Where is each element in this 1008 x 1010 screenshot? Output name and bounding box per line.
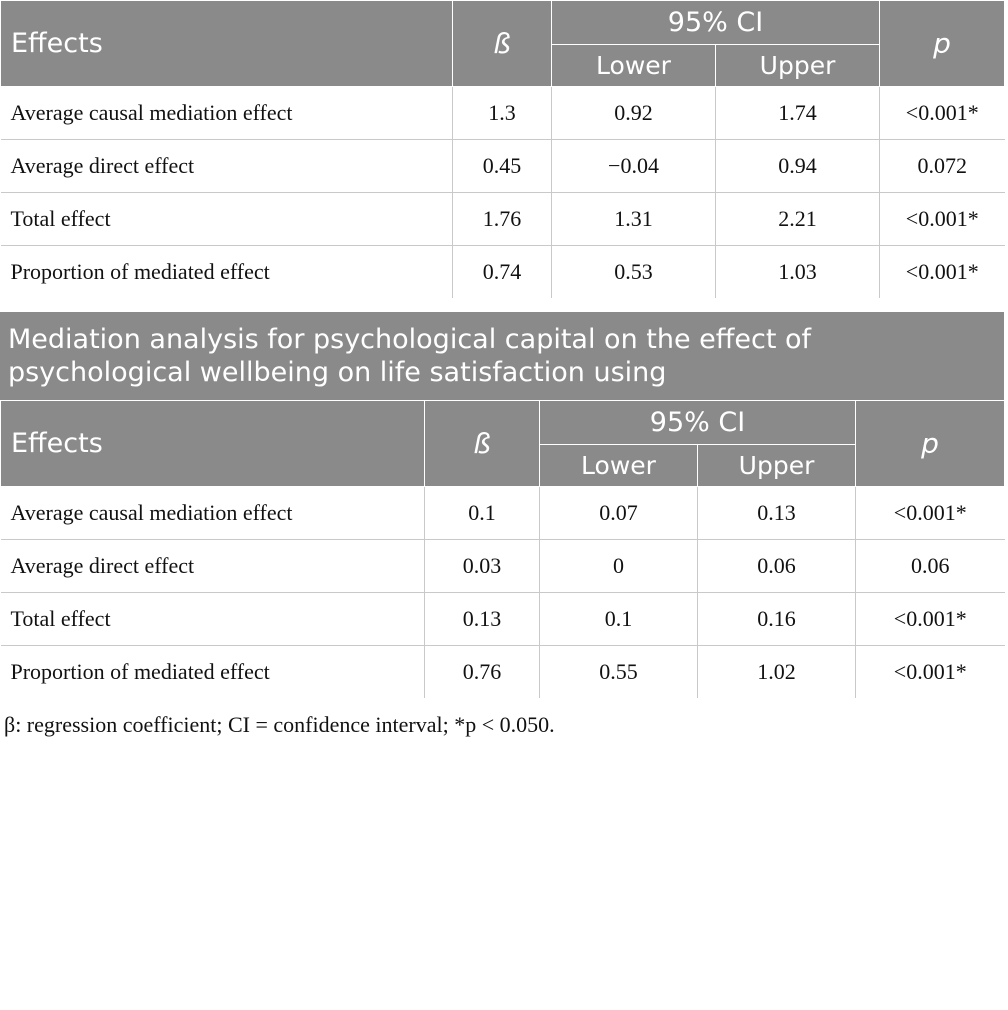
table-2-row-3-effect: Proportion of mediated effect — [1, 645, 425, 698]
table-1-row-3-p: <0.001* — [880, 246, 1005, 299]
table-2-row-3-p: <0.001* — [856, 645, 1005, 698]
table-1-header-p: p — [880, 1, 1005, 87]
table-1-row-2-lower: 1.31 — [552, 193, 716, 246]
table-2-row-0-lower: 0.07 — [540, 486, 698, 539]
table-2-row-0-beta: 0.1 — [425, 486, 540, 539]
table-1-row-0-beta: 1.3 — [453, 87, 552, 140]
table-1-row-1-upper: 0.94 — [716, 140, 880, 193]
table-1-header-ci: 95% CI — [552, 1, 880, 45]
table-2-header-beta: ß — [425, 400, 540, 486]
table-1-header-effects: Effects — [1, 1, 453, 87]
table-1-header-lower: Lower — [552, 45, 716, 87]
table-2-row-0-upper: 0.13 — [698, 486, 856, 539]
table-2-row-1-p: 0.06 — [856, 539, 1005, 592]
table-2-header-lower: Lower — [540, 444, 698, 486]
table-2-header-ci: 95% CI — [540, 400, 856, 444]
table-footnote: β: regression coefficient; CI = confidence interval; *p < 0.050. — [4, 711, 555, 737]
table-row — [1, 539, 1005, 592]
table-2-row-2-beta: 0.13 — [425, 592, 540, 645]
table-row — [1, 87, 1005, 140]
table-row — [1, 486, 1005, 539]
table-1-row-3-beta: 0.74 — [453, 246, 552, 299]
table-2-row-2-lower: 0.1 — [540, 592, 698, 645]
table-2-row-1-effect: Average direct effect — [1, 539, 425, 592]
table-2-header-effects: Effects — [1, 400, 425, 486]
table-row — [1, 246, 1005, 299]
table-2-row-3-lower: 0.55 — [540, 645, 698, 698]
table-1-row-2-p: <0.001* — [880, 193, 1005, 246]
table-row — [1, 140, 1005, 193]
mediation-table-1 — [0, 0, 1005, 298]
table-1-header — [1, 1, 1005, 87]
table-1-row-1-effect: Average direct effect — [1, 140, 453, 193]
table-1-row-2-upper: 2.21 — [716, 193, 880, 246]
table-2-row-1-upper: 0.06 — [698, 539, 856, 592]
table-1-row-1-lower: −0.04 — [552, 140, 716, 193]
table-1-header-beta: ß — [453, 1, 552, 87]
table-2-row-2-effect: Total effect — [1, 592, 425, 645]
table-2-header-p: p — [856, 400, 1005, 486]
table-row — [1, 645, 1005, 698]
table-2-row-1-beta: 0.03 — [425, 539, 540, 592]
table-2-row-0-effect: Average causal mediation effect — [1, 486, 425, 539]
table-2-header-upper: Upper — [698, 444, 856, 486]
table-2-header — [1, 400, 1005, 486]
table-2-row-0-p: <0.001* — [856, 486, 1005, 539]
table-gap-divider — [0, 298, 1008, 312]
table-2-row-2-p: <0.001* — [856, 592, 1005, 645]
table-2-row-3-beta: 0.76 — [425, 645, 540, 698]
table-2-body — [1, 486, 1005, 698]
table-2-row-1-lower: 0 — [540, 539, 698, 592]
table-1-row-2-effect: Total effect — [1, 193, 453, 246]
table-1-row-1-p: 0.072 — [880, 140, 1005, 193]
table-1-header-upper: Upper — [716, 45, 880, 87]
table-1-row-3-effect: Proportion of mediated effect — [1, 246, 453, 299]
table-1-row-0-effect: Average causal mediation effect — [1, 87, 453, 140]
table-2-caption: Mediation analysis for psychological capital on the effect of psychological wellbeing on life satisfaction using — [0, 312, 1004, 400]
table-2-row-3-upper: 1.02 — [698, 645, 856, 698]
table-row — [1, 193, 1005, 246]
table-1-row-2-beta: 1.76 — [453, 193, 552, 246]
table-1-body — [1, 87, 1005, 299]
table-1-row-0-upper: 1.74 — [716, 87, 880, 140]
table-1-row-1-beta: 0.45 — [453, 140, 552, 193]
table-2-row-2-upper: 0.16 — [698, 592, 856, 645]
table-1-row-0-p: <0.001* — [880, 87, 1005, 140]
table-row — [1, 592, 1005, 645]
table-1-row-3-upper: 1.03 — [716, 246, 880, 299]
mediation-table-2 — [0, 400, 1005, 698]
table-1-row-3-lower: 0.53 — [552, 246, 716, 299]
table-1-row-0-lower: 0.92 — [552, 87, 716, 140]
